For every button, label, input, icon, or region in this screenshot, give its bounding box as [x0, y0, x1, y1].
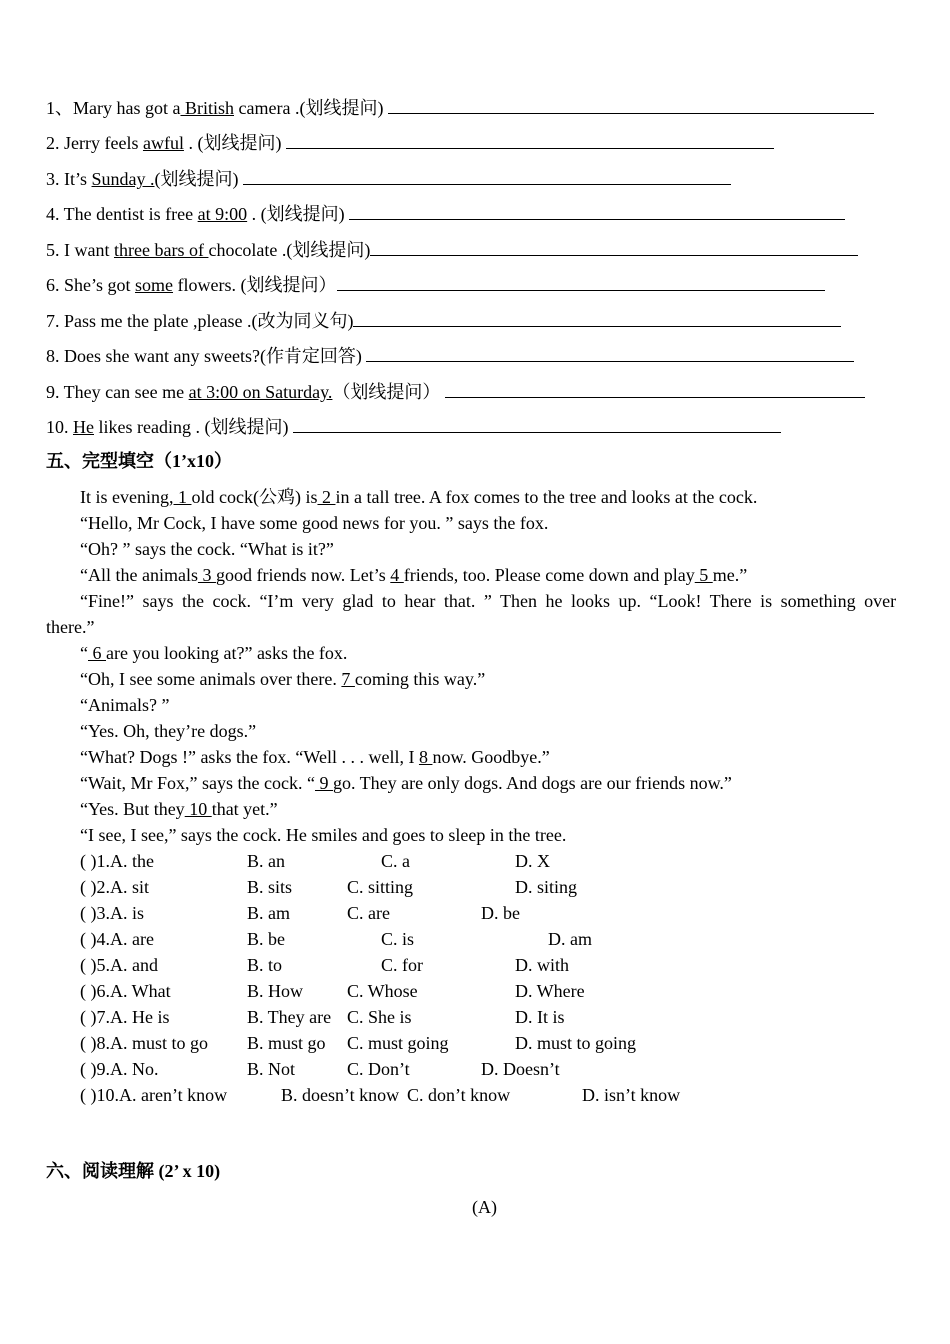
question-7: 7. Pass me the plate ,please .(改为同义句)	[46, 308, 841, 332]
question-5: 5. I want three bars of chocolate .(划线提问)	[46, 237, 858, 261]
answer-line[interactable]	[337, 272, 825, 291]
answer-line[interactable]	[388, 95, 874, 114]
option-row-8-c[interactable]: C. must going	[347, 1033, 449, 1053]
passage-paragraph-4: “All the animals 3 good friends now. Let’s 4 friends, too. Please come down and play 5 me.”	[80, 565, 748, 585]
blank-6[interactable]: 6	[88, 643, 106, 663]
option-row-9-b[interactable]: B. Not	[247, 1059, 296, 1079]
passage-paragraph-8: “Animals? ”	[80, 695, 170, 715]
blank-7[interactable]: 7	[341, 669, 355, 689]
option-row-5-b[interactable]: B. to	[247, 955, 283, 975]
option-row-2-d[interactable]: D. siting	[515, 877, 578, 897]
question-10: 10. He likes reading . (划线提问)	[46, 414, 781, 438]
option-row-3-c[interactable]: C. are	[347, 903, 390, 923]
option-row-1-b[interactable]: B. an	[247, 851, 285, 871]
blank-8[interactable]: 8	[418, 747, 433, 767]
option-row-8-d[interactable]: D. must to going	[515, 1033, 637, 1053]
option-row-10-b[interactable]: B. doesn’t know	[281, 1085, 400, 1105]
option-row-7-q[interactable]: ( )7.A. He is	[80, 1007, 170, 1027]
passage-paragraph-11: “Wait, Mr Fox,” says the cock. “ 9 go. They are only dogs. And dogs are our friends now.”	[80, 773, 732, 793]
passage-paragraph-6: “ 6 are you looking at?” asks the fox.	[80, 643, 348, 663]
passage-paragraph-3: “Oh? ” says the cock. “What is it?”	[80, 539, 334, 559]
option-row-5-c[interactable]: C. for	[381, 955, 423, 975]
blank-4[interactable]: 4	[390, 565, 404, 585]
part-a-label: (A)	[472, 1197, 497, 1217]
option-row-4-b[interactable]: B. be	[247, 929, 285, 949]
section-5-heading: 五、完型填空（1’x10）	[46, 451, 232, 471]
question-6: 6. She’s got some flowers. (划线提问）	[46, 272, 825, 296]
passage-paragraph-2: “Hello, Mr Cock, I have some good news for you. ” says the fox.	[80, 513, 549, 533]
option-row-3-b[interactable]: B. am	[247, 903, 290, 923]
blank-3[interactable]: 3	[197, 565, 216, 585]
option-row-3-d[interactable]: D. be	[481, 903, 520, 923]
option-row-9-c[interactable]: C. Don’t	[347, 1059, 410, 1079]
option-row-2-b[interactable]: B. sits	[247, 877, 293, 897]
option-row-1-c[interactable]: C. a	[381, 851, 410, 871]
answer-line[interactable]	[286, 130, 774, 149]
question-4: 4. The dentist is free at 9:00 . (划线提问)	[46, 201, 845, 225]
blank-10[interactable]: 10	[184, 799, 212, 819]
option-row-5-q[interactable]: ( )5.A. and	[80, 955, 158, 975]
option-row-4-c[interactable]: C. is	[381, 929, 415, 949]
option-row-4-q[interactable]: ( )4.A. are	[80, 929, 154, 949]
option-row-5-d[interactable]: D. with	[515, 955, 569, 975]
option-row-6-b[interactable]: B. How	[247, 981, 304, 1001]
blank-9[interactable]: 9	[314, 773, 333, 793]
option-row-2-q[interactable]: ( )2.A. sit	[80, 877, 149, 897]
option-row-9-q[interactable]: ( )9.A. No.	[80, 1059, 159, 1079]
answer-line[interactable]	[370, 237, 858, 256]
option-row-1-d[interactable]: D. X	[515, 851, 550, 871]
option-row-6-d[interactable]: D. Where	[515, 981, 585, 1001]
answer-line[interactable]	[445, 379, 865, 398]
passage-paragraph-10: “What? Dogs !” asks the fox. “Well . . . well, I 8 now. Goodbye.”	[80, 747, 550, 767]
passage-paragraph-5a: “Fine!” says the cock. “I’m very glad to hear that. ” Then he looks up. “Look! There is something over	[80, 591, 897, 611]
question-9: 9. They can see me at 3:00 on Saturday.（划线提问）	[46, 379, 865, 403]
question-8: 8. Does she want any sweets?(作肯定回答)	[46, 343, 854, 367]
answer-line[interactable]	[366, 343, 854, 362]
option-row-7-d[interactable]: D. It is	[515, 1007, 565, 1027]
question-2: 2. Jerry feels awful . (划线提问)	[46, 130, 774, 154]
answer-line[interactable]	[243, 166, 731, 185]
option-row-9-d[interactable]: D. Doesn’t	[481, 1059, 560, 1079]
passage-paragraph-7: “Oh, I see some animals over there. 7 coming this way.”	[80, 669, 486, 689]
question-1: 1、Mary has got a British camera .(划线提问)	[46, 95, 874, 119]
option-row-3-q[interactable]: ( )3.A. is	[80, 903, 144, 923]
passage-paragraph-13: “I see, I see,” says the cock. He smiles and goes to sleep in the tree.	[80, 825, 567, 845]
option-row-6-c[interactable]: C. Whose	[347, 981, 418, 1001]
blank-5[interactable]: 5	[694, 565, 713, 585]
option-row-8-q[interactable]: ( )8.A. must to go	[80, 1033, 208, 1053]
option-row-10-c[interactable]: C. don’t know	[407, 1085, 511, 1105]
blank-1[interactable]: 1	[173, 487, 192, 507]
answer-line[interactable]	[293, 414, 781, 433]
answer-line[interactable]	[349, 201, 845, 220]
passage-paragraph-12: “Yes. But they 10 that yet.”	[80, 799, 278, 819]
option-row-6-q[interactable]: ( )6.A. What	[80, 981, 171, 1001]
section-6-heading: 六、阅读理解 (2’ x 10)	[46, 1161, 221, 1181]
option-row-10-q[interactable]: ( )10.A. aren’t know	[80, 1085, 228, 1105]
question-3: 3. It’s Sunday .(划线提问)	[46, 166, 731, 190]
option-row-8-b[interactable]: B. must go	[247, 1033, 326, 1053]
option-row-4-d[interactable]: D. am	[548, 929, 592, 949]
option-row-7-b[interactable]: B. They are	[247, 1007, 332, 1027]
passage-paragraph-1: It is evening, 1 old cock(公鸡) is 2 in a tall tree. A fox comes to the tree and looks at the cock.	[80, 487, 758, 507]
passage-paragraph-5b: there.”	[46, 617, 95, 637]
passage-paragraph-9: “Yes. Oh, they’re dogs.”	[80, 721, 257, 741]
option-row-2-c[interactable]: C. sitting	[347, 877, 414, 897]
answer-line[interactable]	[353, 308, 841, 327]
blank-2[interactable]: 2	[317, 487, 336, 507]
option-row-10-d[interactable]: D. isn’t know	[582, 1085, 681, 1105]
option-row-7-c[interactable]: C. She is	[347, 1007, 412, 1027]
option-row-1-q[interactable]: ( )1.A. the	[80, 851, 154, 871]
